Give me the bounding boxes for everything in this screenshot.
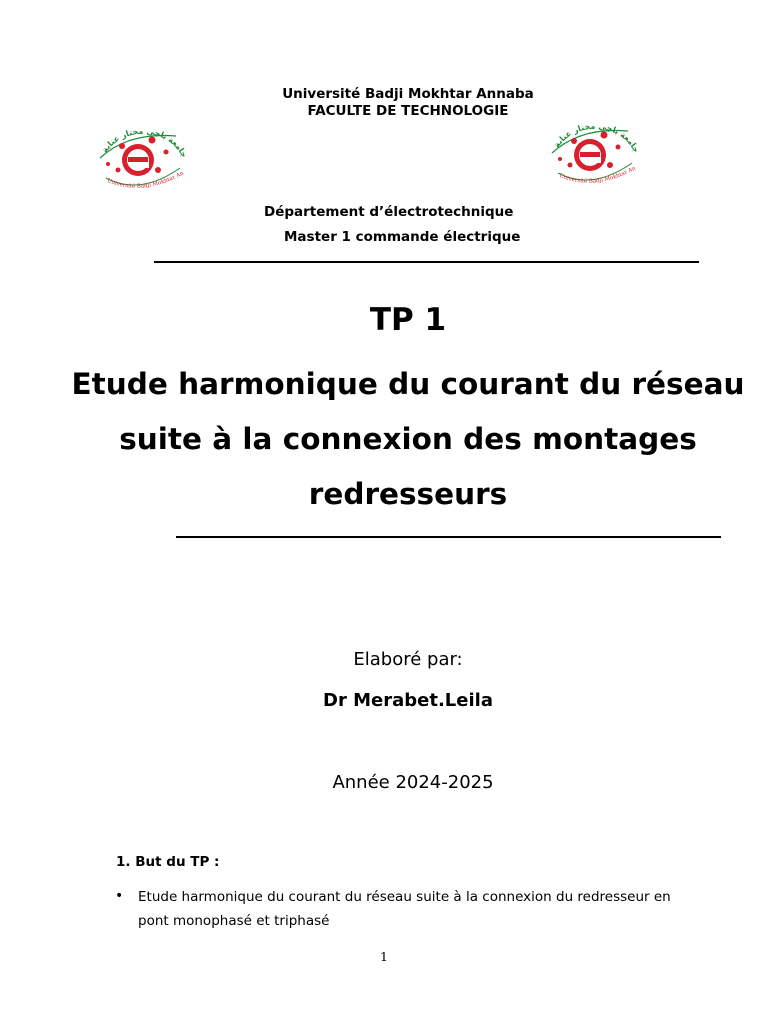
logo-arabic-text: جامعة باجي مختار عنابة bbox=[552, 121, 641, 155]
logo-arabic-text: جامعة باجي مختار عنابة bbox=[100, 126, 189, 160]
bottom-divider bbox=[176, 536, 721, 538]
bullet-marker: • bbox=[115, 888, 124, 904]
department-name: Département d’électrotechnique bbox=[264, 204, 514, 220]
logo-latin-text: Université Badji Mokhtar An bbox=[558, 165, 637, 185]
university-logo-right bbox=[540, 113, 644, 189]
university-logo-left bbox=[88, 118, 192, 194]
top-divider bbox=[154, 261, 699, 263]
author-name: Dr Merabet.Leila bbox=[323, 690, 493, 711]
author-label: Elaboré par: bbox=[353, 649, 463, 670]
objective-item: Etude harmonique du courant du réseau suite à la connexion du redresseur en pont monophasé et triphasé bbox=[138, 889, 671, 929]
academic-year: Année 2024-2025 bbox=[332, 772, 494, 793]
tp-number: TP 1 bbox=[369, 302, 447, 338]
document-title: Etude harmonique du courant du réseau suite à la connexion des montages redresseurs bbox=[71, 367, 745, 511]
logo-latin-text: Université Badji Mokhtar An bbox=[106, 170, 185, 190]
section-heading: 1. But du TP : bbox=[116, 854, 220, 870]
university-name: Université Badji Mokhtar Annaba bbox=[282, 86, 534, 102]
program-name: Master 1 commande électrique bbox=[284, 229, 521, 245]
faculty-name: FACULTE DE TECHNOLOGIE bbox=[307, 103, 509, 119]
page-number: 1 bbox=[380, 949, 388, 964]
